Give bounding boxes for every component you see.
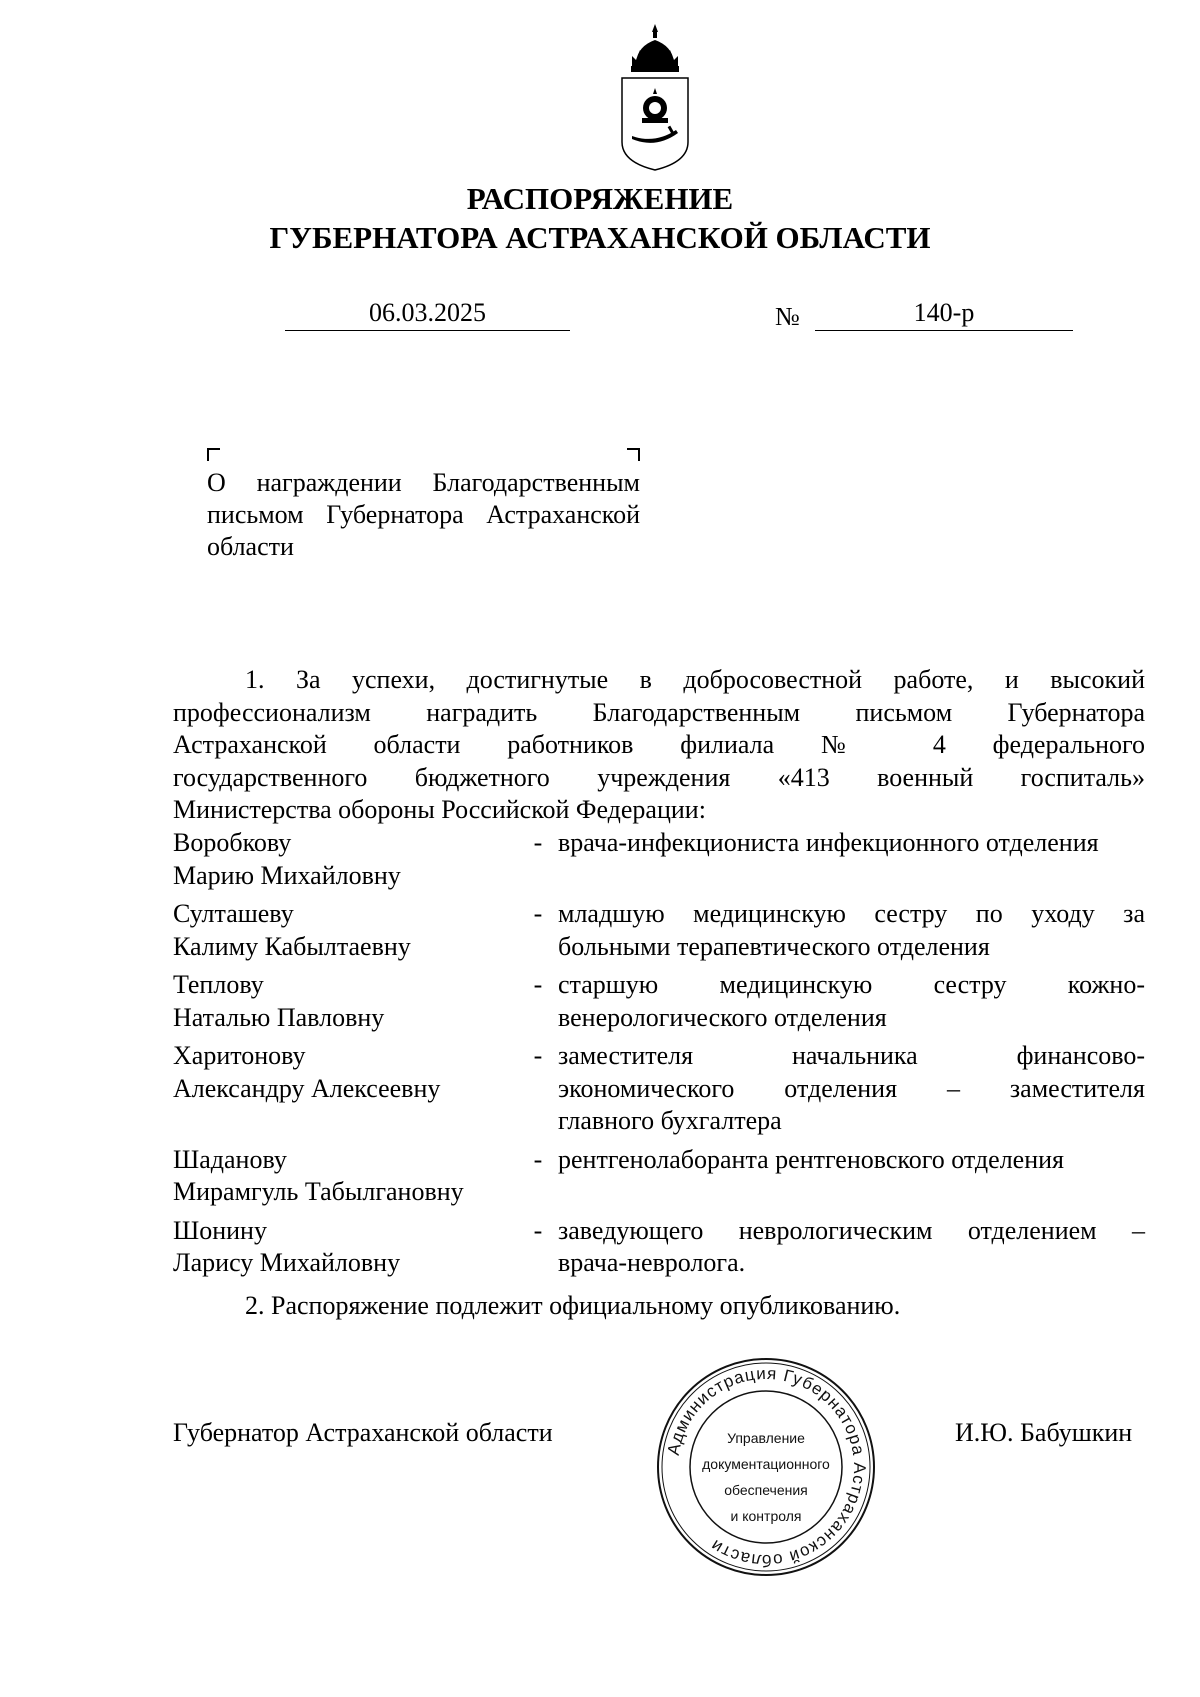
seal-ring-text: Администрация Губернатора Астраханской области xyxy=(663,1363,870,1571)
paragraph-line: 1. За успехи, достигнутые в добросовестной работе, и высокий xyxy=(245,665,1145,694)
awardee-surname: Теплову xyxy=(173,970,264,999)
paragraph-line: профессионализм наградить Благодарственным письмом Губернатора xyxy=(173,697,1145,727)
awardee-name xyxy=(173,969,518,1034)
awardee-row xyxy=(173,827,1145,892)
awardee-dash: - xyxy=(533,1144,543,1174)
item-1-paragraph xyxy=(173,664,1145,827)
awardee-dash: - xyxy=(533,970,543,999)
awardee-surname: Харитонову xyxy=(173,1041,306,1070)
position-line: главного бухгалтера xyxy=(558,1106,782,1135)
position-line: экономического отделения – заместителя xyxy=(558,1073,1145,1103)
subject-corner-right xyxy=(627,448,640,461)
awardee-given-name: Александру Алексеевну xyxy=(173,1073,441,1103)
coat-of-arms-icon xyxy=(618,22,692,172)
seal-line: Управление xyxy=(727,1430,805,1446)
awardees-list xyxy=(173,827,1145,1286)
awardee-name xyxy=(173,1144,518,1209)
awardee-position xyxy=(558,1215,1145,1280)
awardee-row xyxy=(173,1144,1145,1209)
document-date: 06.03.2025 xyxy=(285,298,570,331)
number-sign: № xyxy=(775,302,800,331)
issuer-title: ГУБЕРНАТОРА АСТРАХАНСКОЙ ОБЛАСТИ xyxy=(269,220,931,255)
paragraph-line: Министерства обороны Российской Федерации: xyxy=(173,795,706,824)
document-type-title: РАСПОРЯЖЕНИЕ xyxy=(466,181,734,216)
seal-line: обеспечения xyxy=(724,1482,808,1498)
awardee-row xyxy=(173,1040,1145,1138)
awardee-position xyxy=(558,898,1145,963)
awardee-name xyxy=(173,1215,518,1280)
awardee-row xyxy=(173,1215,1145,1280)
awardee-name xyxy=(173,1040,518,1138)
awardee-position xyxy=(558,827,1145,892)
awardee-surname: Воробкову xyxy=(173,828,292,857)
position-line: врача-невролога. xyxy=(558,1248,746,1277)
position-line: заведующего неврологическим отделением – xyxy=(558,1215,1145,1245)
subject-line: О награждении Благодарственным xyxy=(207,468,640,497)
subject-line: области xyxy=(207,532,294,561)
subject-corner-left xyxy=(207,448,220,461)
document-subject xyxy=(207,467,640,563)
awardee-given-name: Наталью Павловну xyxy=(173,1002,385,1032)
awardee-given-name: Калиму Кабылтаевну xyxy=(173,931,411,961)
awardee-row xyxy=(173,969,1145,1034)
awardee-name xyxy=(173,898,518,963)
signatory-name: И.Ю. Бабушкин xyxy=(955,1418,1133,1447)
awardee-surname: Шонину xyxy=(173,1215,267,1245)
awardee-name xyxy=(173,827,518,892)
awardee-surname: Шаданову xyxy=(173,1144,287,1174)
awardee-dash: - xyxy=(533,1215,543,1245)
position-line: заместителя начальника финансово- xyxy=(558,1041,1145,1070)
position-line: рентгенолаборанта рентгеновского отделения xyxy=(558,1144,1064,1174)
position-line: старшую медицинскую сестру кожно- xyxy=(558,970,1145,999)
item-2-paragraph: 2. Распоряжение подлежит официальному опубликованию. xyxy=(245,1291,901,1320)
awardee-surname: Султашеву xyxy=(173,899,294,928)
awardee-dash: - xyxy=(533,1041,543,1070)
subject-line: письмом Губернатора Астраханской xyxy=(207,500,640,529)
position-line: врача-инфекциониста инфекционного отделения xyxy=(558,828,1099,857)
seal-center-text xyxy=(690,1425,842,1529)
awardee-dash: - xyxy=(533,828,543,857)
awardee-dash: - xyxy=(533,899,543,928)
position-line: венерологического отделения xyxy=(558,1002,887,1032)
awardee-position xyxy=(558,1040,1145,1138)
position-line: больными терапевтического отделения xyxy=(558,931,990,961)
signatory-title: Губернатор Астраханской области xyxy=(173,1418,553,1447)
awardee-given-name: Марию Михайловну xyxy=(173,860,401,890)
awardee-row xyxy=(173,898,1145,963)
awardee-given-name: Мирамгуль Табылгановну xyxy=(173,1177,464,1206)
paragraph-line: государственного бюджетного учреждения «413 военный госпиталь» xyxy=(173,762,1145,792)
seal-line: документационного xyxy=(702,1456,830,1472)
paragraph-line: Астраханской области работников филиала № 4 федерального xyxy=(173,730,1145,759)
seal-line: и контроля xyxy=(730,1508,802,1524)
awardee-given-name: Ларису Михайловну xyxy=(173,1248,401,1277)
position-line: младшую медицинскую сестру по уходу за xyxy=(558,899,1145,928)
document-number: 140-р xyxy=(815,298,1073,331)
awardee-position xyxy=(558,969,1145,1034)
awardee-position xyxy=(558,1144,1145,1209)
